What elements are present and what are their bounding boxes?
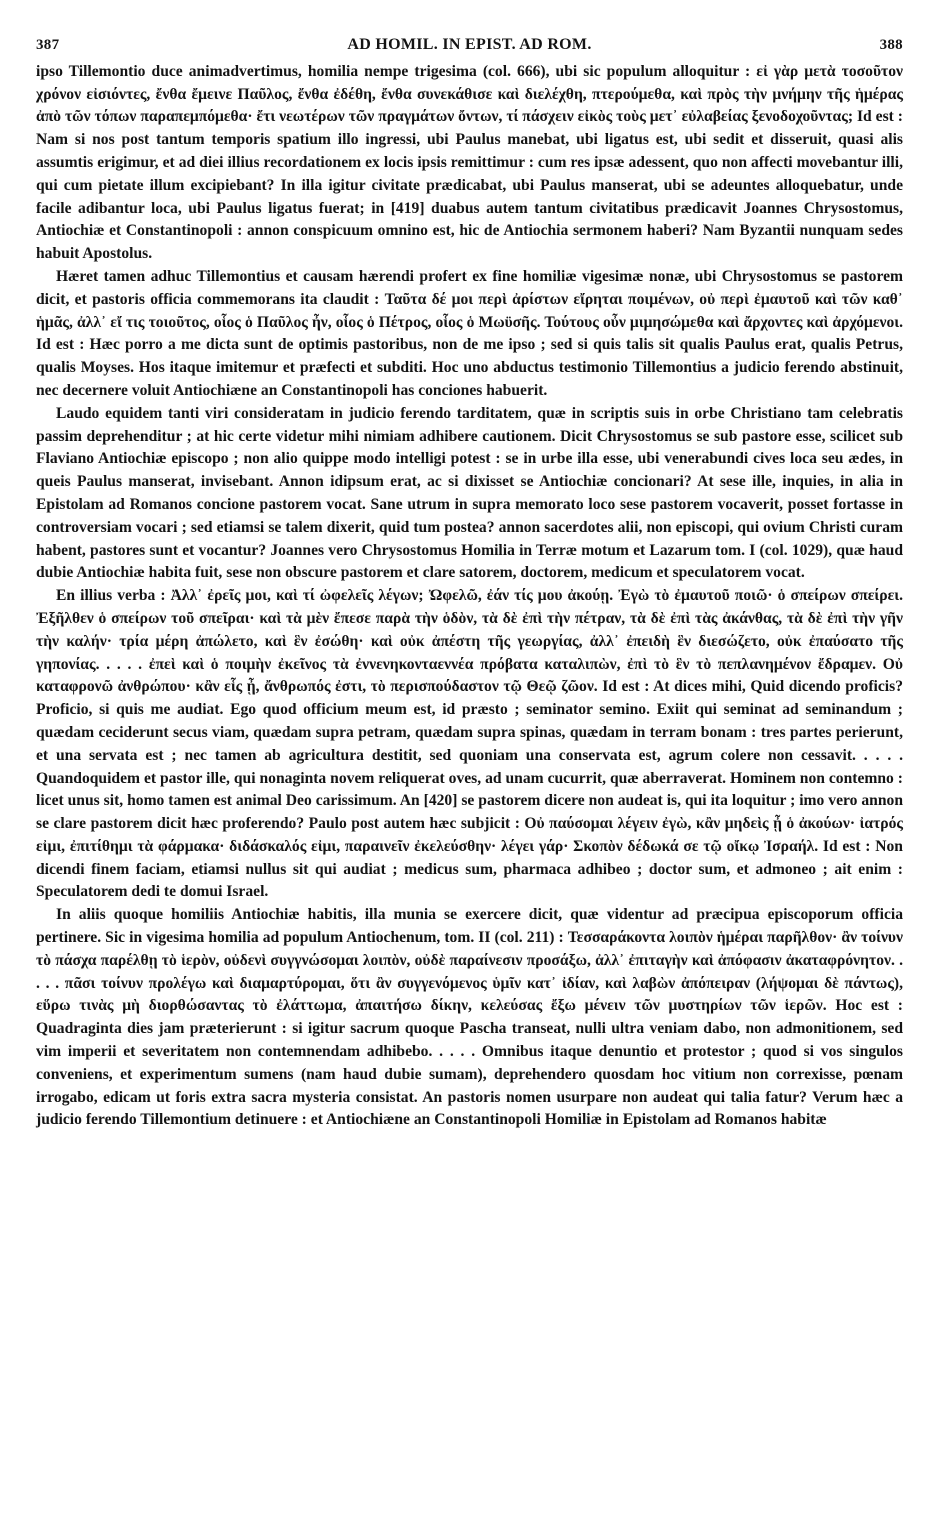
paragraph-5: In aliis quoque homiliis Antiochiæ habitis, illa munia se exercere dicit, quæ videntur ad præcipua episcoporum officia pertinere. Sic in vigesima homilia ad populum Antiochenum, tom. II (col. 211) : Τεσσαράκοντα λοιπὸν ἡμέραι παρῆλθον· ἂν τοίνυν τὸ πάσχα παρέλθῃ τὸ ἱερὸν, οὐδενὶ συγγνώσομαι λοιπὸν, οὐδὲ παραίνεσιν προσάξω, ἀλλ᾽ ἐπιταγὴν καὶ ἀπόφασιν ἀκαταφρόνητον. . . . . πᾶσι τοίνυν προλέγω καὶ διαμαρτύρομαι, ὅτι ἂν συγγενόμενος ὑμῖν κατ᾽ ἰδίαν, καὶ λαβὼν ἀπόπειραν (λήψομαι δὲ πάντως), εὕρω τινὰς μὴ διορθώσαντας τὸ ἐλάττωμα, ἀπαιτήσω δίκην, κελεύσας ἔξω μένειν τῶν μυστηρίων τῶν ἱερῶν. Hoc est : Quadraginta dies jam præterierunt : si igitur sacrum quoque Pascha transeat, nulli ultra veniam dabo, non admonitionem, sed vim imperii et severitatem non contemnendam adhibebo. . . . . Omnibus itaque denuntio et protestor ; quod si vos singulos conveniens, et experimentum sumens (nam haud dubie sumam), deprehendero quosdam hoc vitium non correxisse, pœnam irrogabo, edicam ut foris extra sacra mysteria consistat. An pastoris nomen usurpare non audeat qui talia fatur? Verum hæc a judicio ferendo Tillemontium detinuere : et Antiochiæne an Constantinopoli Homiliæ in Epistolam ad Romanos habitæ xyxy=(36,906,903,1129)
paragraph-4: En illius verba : Ἀλλ᾽ ἐρεῖς μοι, καὶ τί ὠφελεῖς λέγων; Ὠφελῶ, ἐάν τίς μου ἀκούῃ. Ἐγὼ τὸ ἐμαυτοῦ ποιῶ· ὁ σπείρων σπείρει. Ἐξῆλθεν ὁ σπείρων τοῦ σπεῖραι· καὶ τὰ μὲν ἔπεσε παρὰ τὴν ὁδὸν, τὰ δὲ ἐπὶ τὴν πέτραν, τὰ δὲ ἐπὶ τὰς ἀκάνθας, τὰ δὲ ἐπὶ τὴν γῆν τὴν καλήν· τρία μέρη ἀπώλετο, καὶ ἓν ἐσώθη· καὶ οὐκ ἀπέστη τῆς γεωργίας, ἀλλ᾽ ἐπειδὴ ἓν διεσώζετο, οὐκ ἐπαύσατο τῆς γηπονίας. . . . . ἐπεὶ καὶ ὁ ποιμὴν ἐκεῖνος τὰ ἐννενηκονταεννέα πρόβατα καταλιπὼν, ἐπὶ τὸ ἓν τὸ πεπλανημένον ἔδραμεν. Οὐ καταφρονῶ ἀνθρώπου· κἂν εἷς ᾖ, ἄνθρωπός ἐστι, τὸ περισπούδαστον τῷ Θεῷ ζῶον. Id est : At dices mihi, Quid dicendo proficis? Proficio, si quis me audiat. Ego quod officium meum est, id præsto ; seminator semino. Exiit qui seminat ad seminandum ; quædam ceciderunt secus viam, quædam supra petram, quædam supra spinas, quædam in terram bonam : tres partes perierunt, et una servata est ; nec tamen ab agricultura destitit, sed quoniam una conservata est, agrum colere non cessavit. . . . . Quandoquidem et pastor ille, qui nonaginta novem reliquerat oves, ad unam cucurrit, quæ aberraverat. Hominem non contemno : licet unus sit, homo tamen est animal Deo carissimum. An [420] se pastorem dicere non audeat is, qui ita loquitur ; imo vero annon se clare pastorem dicit hæc proferendo? Paulo post autem hæc subjicit : Οὐ παύσομαι λέγειν ἐγὼ, κἂν μηδεὶς ᾖ ὁ ἀκούων· ἰατρός εἰμι, ἐπιτίθημι τὰ φάρμακα· διδάσκαλός εἰμι, παραινεῖν ἐκελεύσθην· λέγει γάρ· Σκοπὸν δέδωκά σε τῷ οἴκῳ Ἰσραήλ. Id est : Non dicendi finem faciam, etiamsi nullus sit qui audiat ; medicus sum, pharmaca adhibeo ; doctor sum, et admoneo ; ait enim : Speculatorem dedi te domui Israel. xyxy=(36,587,903,901)
page-number-left: 387 xyxy=(36,37,60,53)
paragraph-2: Hæret tamen adhuc Tillemontius et causam hærendi profert ex fine homiliæ vigesimæ nonæ, ubi Chrysostomus se pastorem dicit, et pastoris officia commemorans ita claudit : Ταῦτα δέ μοι περὶ ἀρίστων εἴρηται ποιμένων, οὐ περὶ ἐμαυτοῦ καὶ τῶν καθ᾽ ἡμᾶς, ἀλλ᾽ εἴ τις τοιοῦτος, οἷος ὁ Παῦλος ἦν, οἷος ὁ Πέτρος, οἷος ὁ Μωϋσῆς. Τούτους οὖν μιμησώμεθα καὶ ἄρχοντες καὶ ἀρχόμενοι. Id est : Hæc porro a me dicta sunt de optimis pastoribus, non de me ipso ; sed si quis talis sit qualis Paulus erat, qualis Petrus, qualis Moyses. Hos itaque imitemur et præfecti et subditi. Hoc uno abductus testimonio Tillemontius a judicio ferendo abstinuit, nec decernere voluit Antiochiæne an Constantinopoli has conciones habuerit. xyxy=(36,267,903,399)
running-header xyxy=(36,34,903,57)
paragraph-1: ipso Tillemontio duce animadvertimus, homilia nempe trigesima (col. 666), ubi sic populum alloquitur : εἰ γὰρ μετὰ τοσοῦτον χρόνον εἰσιόντες, ἔνθα ἔμεινε Παῦλος, ἔνθα ἐδέθη, ἔνθα συνεκάθισε καὶ διελέχθη, πτερούμεθα, καὶ πρὸς τὴν μνήμην τῆς ἡμέρας ἀπὸ τῶν τόπων παραπεμπόμεθα· ἔτι νεωτέρων τῶν πραγμάτων ὄντων, τί πάσχειν εἰκὸς τοὺς μετ᾽ εὐλαβείας ξενοδοχοῦντας; Id est : Nam si nos post tantum temporis spatium illo ingressi, ubi Paulus manebat, ubi ligatus est, ubi sedit et disseruit, quasi alis assumtis erigimur, et ad diei illius recordationem ex locis ipsis remittimur : cum res ipsæ adessent, quo non affecti movebantur illi, qui cum pietate illum excipiebant? In illa igitur civitate prædicabat, ubi Paulus manserat, ubi se adeuntes alloquebatur, unde facile adibantur loca, ubi Paulus ligatus fuerat; in [419] duabus autem tantum civitatibus prædicavit Joannes Chrysostomus, Antiochiæ et Constantinopoli : annon conspicuum omnino est, hic de Antiochia sermonem haberi? Nam Byzantii nunquam sedes habuit Apostolus. xyxy=(36,62,903,263)
paragraph-3: Laudo equidem tanti viri consideratam in judicio ferendo tarditatem, quæ in scriptis suis in orbe Christiano tam celebratis passim deprehenditur ; at hic certe videtur mihi nimiam adhibere cautionem. Dicit Chrysostomus se sub pastore esse, scilicet sub Flaviano Antiochiæ episcopo ; non alio quippe modo intelligi potest : se in urbe illa esse, ubi venerabundi cives loca seu ædes, in queis Paulus manserat, invisebant. Annon idipsum erat, ac si dixisset se Antiochiæ concionari? At sese ille, inquies, in alia in Epistolam ad Romanos concione pastorem vocat. Sane utrum in supra memorato loco sese pastorem vocaverit, posset fortasse in controversiam vocari ; sed etiamsi se talem dixerit, quid tum postea? annon sacerdotes alii, non episcopi, qui ovium Christi curam habent, pastores sunt et vocantur? Joannes vero Chrysostomus Homilia in Terræ motum et Lazarum tom. I (col. 1029), quæ haud dubie Antiochiæ habita fuit, sese non obscure pastorem et clare satorem, doctorem, medicum et speculatorem vocat. xyxy=(36,404,903,582)
running-title: AD HOMIL. IN EPIST. AD ROM. xyxy=(347,36,592,53)
page-number-right: 388 xyxy=(879,37,903,53)
